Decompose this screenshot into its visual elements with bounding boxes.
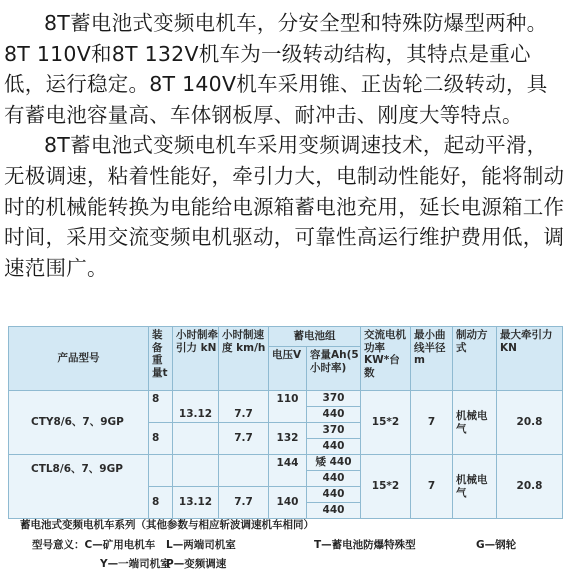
capacity-cell: 440 (307, 471, 361, 487)
min-radius-cell: 7 (411, 455, 453, 519)
min-radius-cell: 7 (411, 391, 453, 455)
description-text (4, 8, 566, 283)
header-hour-speed: 小时制速度 km/h (219, 327, 269, 391)
header-model: 产品型号 (9, 327, 149, 391)
legend-item: Y—一端司机室 (100, 558, 171, 570)
capacity-cell: 370 (307, 423, 361, 439)
weight-cell (149, 455, 173, 487)
header-hour-traction: 小时制牵引力 kN (173, 327, 219, 391)
header-weight: 装备重量t (149, 327, 173, 391)
voltage-cell: 140 (269, 487, 307, 519)
hour-speed-cell: 7.7 (219, 391, 269, 423)
paragraph-2 (4, 130, 566, 283)
legend-item: P—变频调速 (166, 558, 227, 570)
model-cell: CTL8/6、7、9GP (9, 455, 149, 519)
legend-item: T—蓄电池防爆特殊型 (314, 539, 416, 551)
header-capacity: 容量Ah(5小时率) (307, 347, 361, 391)
capacity-cell: 440 (307, 407, 361, 423)
capacity-cell: 440 (307, 439, 361, 455)
paragraph-2-text: 8T蓄电池式变频电机车采用变频调速技术，起动平滑，无极调速，粘着性能好，牵引力大，电制动性能好，能将制动时的机械能转换为电能给电源箱蓄电池充用，延长电源箱工作时间，采用交流变频电机驱动，可靠性高运行维护费用低，调速范围广。 (4, 133, 565, 280)
motor-power-cell: 15*2 (361, 391, 411, 455)
header-max-traction: 最大牵引力 KN (497, 327, 563, 391)
hour-traction-cell: 13.12 (173, 391, 219, 423)
header-battery-group: 蓄电池组 (269, 327, 361, 347)
legend-item: 型号意义：C—矿用电机车 (32, 539, 156, 551)
spec-table (8, 326, 563, 519)
weight-cell: 8 (149, 423, 173, 455)
hour-speed-cell: 7.7 (219, 423, 269, 455)
paragraph-1 (4, 8, 566, 130)
max-traction-cell: 20.8 (497, 391, 563, 455)
hour-speed-cell: 7.7 (219, 487, 269, 519)
voltage-cell: 144 (269, 455, 307, 487)
capacity-cell: 矮 440 (307, 455, 361, 471)
voltage-cell: 110 (269, 391, 307, 423)
header-min-radius: 最小曲线半径m (411, 327, 453, 391)
hour-speed-cell (219, 455, 269, 487)
motor-power-cell: 15*2 (361, 455, 411, 519)
weight-cell: 8 (149, 391, 173, 423)
hour-traction-cell: 13.12 (173, 487, 219, 519)
paragraph-1-text: 8T蓄电池式变频电机车，分安全型和特殊防爆型两种。8T 110V和8T 132V机车为一级转动结构，其特点是重心低，运行稳定。8T 140V机车采用锥、正齿轮二级转动，具有蓄电池容量高、车体钢板厚、耐冲击、刚度大等特点。 (4, 11, 548, 127)
header-brake: 制动方式 (453, 327, 497, 391)
hour-traction-cell (173, 423, 219, 455)
legend-item: L—两端司机室 (166, 539, 236, 551)
capacity-cell: 440 (307, 487, 361, 503)
max-traction-cell: 20.8 (497, 455, 563, 519)
voltage-cell: 132 (269, 423, 307, 455)
table-caption: 蓄电池式变频电机车系列（其他参数与相应斩波调速机车相同） (20, 519, 314, 531)
header-motor-power: 交流电机功率KW*台数 (361, 327, 411, 391)
capacity-cell: 370 (307, 391, 361, 407)
header-voltage: 电压V (269, 347, 307, 391)
model-cell: CTY8/6、7、9GP (9, 391, 149, 455)
capacity-cell: 440 (307, 503, 361, 519)
legend-item: G—钢轮 (476, 539, 517, 551)
brake-cell: 机械电气 (453, 455, 497, 519)
brake-cell: 机械电气 (453, 391, 497, 455)
weight-cell: 8 (149, 487, 173, 519)
hour-traction-cell (173, 455, 219, 487)
